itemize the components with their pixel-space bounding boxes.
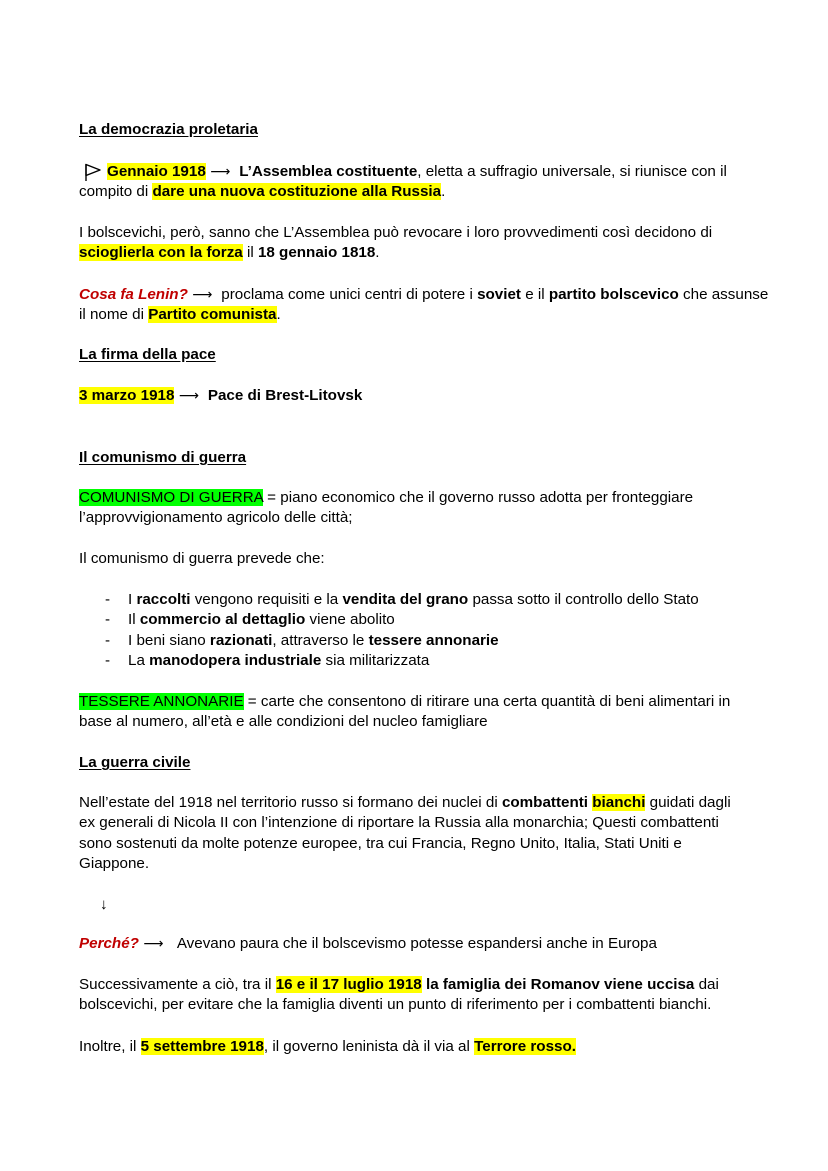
heading-line — [79, 448, 246, 468]
perche-line — [79, 934, 657, 954]
heading-block-firma-pace — [79, 345, 216, 365]
term-famiglia-romanov: la famiglia dei Romanov viene uccisa — [425, 976, 695, 993]
paragraph-lenin — [79, 285, 768, 326]
text-run: Il — [128, 611, 140, 629]
bullet-dash: - — [105, 652, 111, 670]
term-vendita-del-grano: vendita del grano — [342, 591, 469, 608]
arrow-text: ⟶ — [174, 388, 208, 404]
bullet-dash: - — [105, 631, 111, 649]
heading-democrazia-proletaria: La democrazia proletaria — [79, 121, 258, 138]
paragraph-brest-litovsk — [79, 386, 362, 406]
text-run: passa sotto il controllo dello Stato — [468, 591, 699, 608]
romanov-line-2 — [79, 995, 719, 1015]
highlight-scioglierla: scioglierla con la forza — [79, 244, 243, 262]
text-run: . — [441, 183, 446, 201]
paragraph-scioglimento — [79, 223, 712, 264]
text-run: proclama come unici centri di potere i — [221, 286, 478, 303]
list-item — [79, 651, 699, 671]
term-commercio-al-dettaglio: commercio al dettaglio — [139, 611, 306, 629]
paragraph-definizione-comunismo — [79, 488, 693, 529]
paragraph-perche — [79, 934, 657, 954]
paragraph-assemblea-costituente — [79, 162, 727, 203]
heading-guerra-civile: La guerra civile — [79, 754, 191, 771]
down-arrow-line — [100, 895, 108, 915]
text-run: e il — [520, 286, 549, 303]
text-run: sono sostenuti da molte potenze europee, tra cui Francia, Regno Unito, Italia, Stati Uniti e — [79, 834, 682, 852]
text-run: che assunse — [678, 286, 769, 303]
text-run: I bolscevichi, però, sanno che L’Assemblea può revocare i loro provvedimenti così decidono di — [79, 224, 713, 241]
term-razionati: razionati — [209, 631, 273, 649]
tessere-line-1 — [79, 692, 730, 712]
highlight-tessere-annonarie: TESSERE ANNONARIE — [79, 693, 244, 710]
text-run: Avevano paura che il bolscevismo potesse espandersi anche in Europa — [176, 935, 657, 952]
flag-banner — [86, 165, 100, 176]
question-perche: Perché? — [79, 935, 139, 952]
text-run: La — [128, 652, 150, 670]
text-run: il nome di — [79, 306, 149, 324]
bianchi-line-1 — [79, 793, 731, 813]
scioglimento-line-2 — [79, 243, 712, 263]
romanov-line-1 — [79, 975, 719, 995]
arrow-text: ⟶ — [205, 164, 240, 180]
paragraph-combattenti-bianchi — [79, 793, 731, 875]
paragraph-terrore-rosso — [79, 1037, 576, 1057]
text-run: = carte che consentono di ritirare una certa quantità di beni alimentari in — [243, 693, 731, 710]
bullet-list — [79, 590, 699, 672]
scioglimento-line-1 — [79, 223, 712, 243]
bianchi-line-3 — [79, 834, 731, 854]
date-16-17-luglio-1918: 16 e il 17 luglio 1918 — [275, 976, 422, 993]
down-arrow-block — [100, 895, 108, 915]
list-item — [79, 610, 699, 630]
bullet-dash: - — [105, 611, 111, 629]
term-manodopera-industriale: manodopera industriale — [149, 652, 322, 670]
definizione-line-1 — [79, 488, 693, 508]
heading-line — [79, 345, 216, 365]
highlight-comunismo-di-guerra: COMUNISMO DI GUERRA — [79, 489, 263, 506]
question-cosa-fa-lenin: Cosa fa Lenin? — [79, 286, 188, 303]
down-arrow-icon: ↓ — [100, 896, 108, 913]
text-run: Giappone. — [79, 855, 150, 873]
text-run: guidati dagli — [645, 794, 731, 811]
text-run: Inoltre, il — [79, 1038, 141, 1055]
heading-comunismo-di-guerra: Il comunismo di guerra — [79, 449, 247, 466]
term-assemblea-costituente: L’Assemblea costituente — [239, 163, 418, 180]
arrow-text: ⟶ — [187, 287, 222, 303]
highlight-nuova-costituzione: dare una nuova costituzione alla Russia — [152, 183, 442, 201]
lenin-line-2 — [79, 305, 768, 325]
lenin-line-1 — [79, 285, 768, 305]
text-run: l’approvvigionamento agricolo delle città; — [79, 509, 353, 527]
text-run: base al numero, all’età e alle condizioni del nucleo famigliare — [79, 713, 488, 731]
text-run: I beni siano — [128, 631, 210, 649]
highlight-partito-comunista: Partito comunista — [148, 306, 277, 324]
paragraph-intro-lista — [79, 549, 325, 569]
arrow-text: ⟶ — [138, 936, 177, 952]
heading-block-comunismo — [79, 448, 246, 468]
tessere-line-2 — [79, 712, 730, 732]
date-gennaio-1918: Gennaio 1918 — [107, 163, 206, 180]
text-run: il — [242, 244, 258, 262]
heading-block-democrazia — [79, 120, 258, 140]
text-run: I — [128, 591, 137, 608]
paragraph-romanov — [79, 975, 719, 1016]
text-run: dai — [694, 976, 719, 993]
text-run: vengono requisiti e la — [190, 591, 343, 608]
text-run: , eletta a suffragio universale, si riunisce con il — [417, 163, 727, 180]
term-partito-bolscevico: partito bolscevico — [548, 286, 679, 303]
date-18-gennaio: 18 gennaio 1818 — [257, 244, 376, 262]
paragraph-tessere-annonarie — [79, 692, 730, 733]
bianchi-line-4 — [79, 854, 731, 874]
term-tessere-annonarie: tessere annonarie — [368, 631, 499, 649]
pace-line-1 — [79, 386, 362, 406]
heading-line — [79, 120, 258, 140]
text-run: . — [375, 244, 380, 262]
list-item — [79, 590, 699, 610]
text-run: Nell’estate del 1918 nel territorio russo si formano dei nuclei di — [79, 794, 502, 811]
date-5-settembre-1918: 5 settembre 1918 — [140, 1038, 264, 1055]
flag-icon — [84, 163, 102, 181]
text-run: compito di — [79, 183, 153, 201]
list-item — [79, 631, 699, 651]
term-raccolti: raccolti — [136, 591, 191, 608]
text-run: = piano economico che il governo russo adotta per fronteggiare — [262, 489, 694, 506]
text-run: , attraverso le — [272, 631, 369, 649]
text-run: sia militarizzata — [321, 652, 430, 670]
text-run: Successivamente a ciò, tra il — [79, 976, 276, 993]
term-combattenti: combattenti — [501, 794, 589, 811]
date-3-marzo-1918: 3 marzo 1918 — [79, 387, 175, 404]
assemblea-line-1 — [79, 162, 727, 182]
text-run: viene abolito — [305, 611, 395, 629]
heading-firma-della-pace: La firma della pace — [79, 346, 216, 363]
bullet-dash: - — [105, 591, 111, 608]
term-pace-brest-litovsk: Pace di Brest-Litovsk — [207, 387, 363, 404]
text-run: , il governo leninista dà il via al — [263, 1038, 475, 1055]
text-run: . — [276, 306, 281, 324]
term-soviet: soviet — [477, 286, 521, 303]
definizione-line-2 — [79, 508, 693, 528]
highlight-bianchi: bianchi — [592, 794, 646, 811]
text-run: Il comunismo di guerra prevede che: — [79, 550, 325, 567]
heading-block-guerra-civile — [79, 753, 190, 773]
assemblea-line-2 — [79, 182, 727, 202]
intro-line — [79, 549, 325, 569]
text-run: ex generali di Nicola II con l’intenzione di riportare la Russia alla monarchia; Questi combattenti — [79, 814, 719, 832]
text-run: bolscevichi, per evitare che la famiglia diventi un punto di riferimento per i combattenti bianchi. — [79, 996, 712, 1014]
bianchi-line-2 — [79, 813, 731, 833]
highlight-terrore-rosso: Terrore rosso. — [474, 1038, 576, 1055]
terrore-line — [79, 1037, 576, 1057]
heading-line — [79, 753, 190, 773]
